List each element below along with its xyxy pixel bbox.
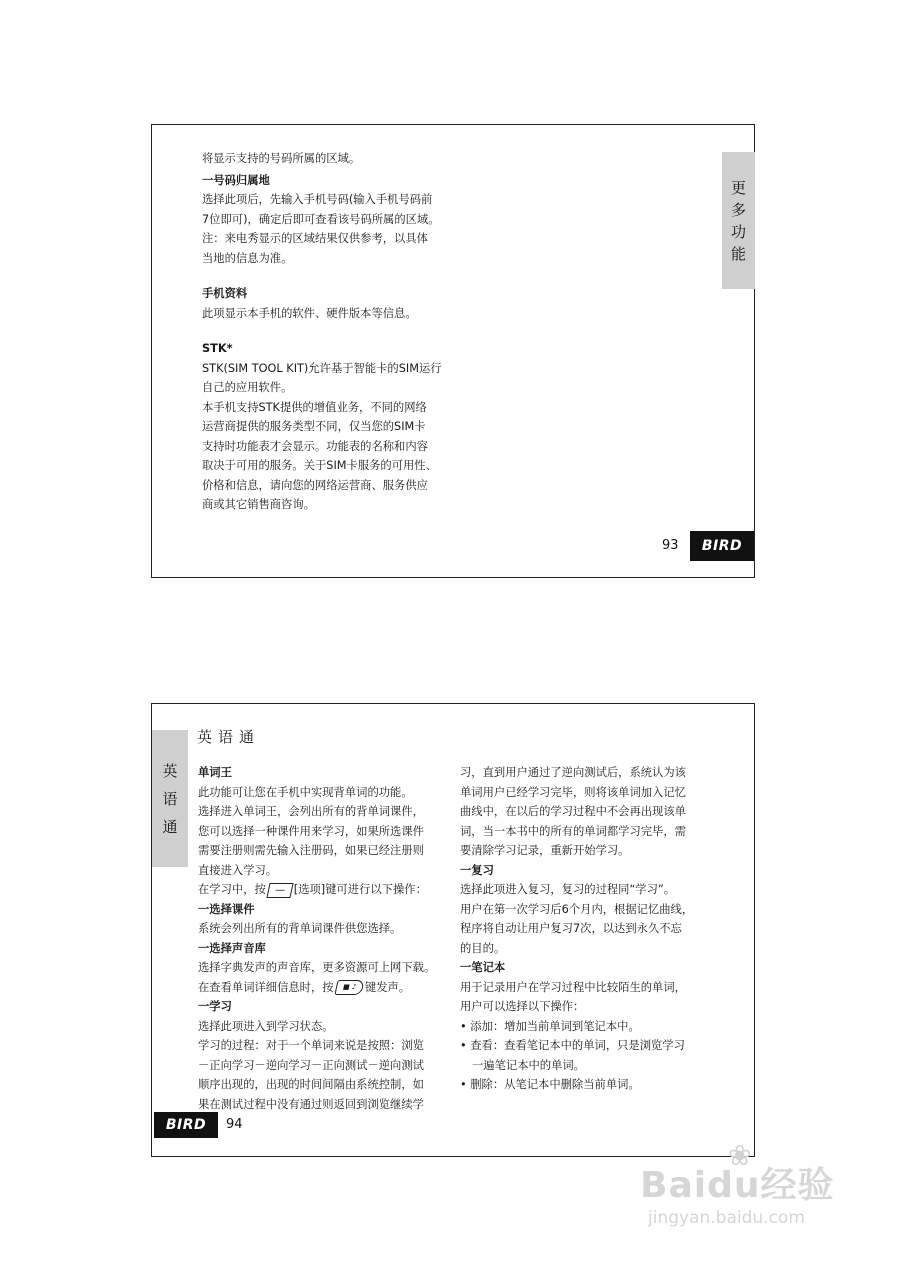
page94-left-column <box>198 763 435 1114</box>
page94-right-column <box>460 763 693 1095</box>
tab-char: 通 <box>162 817 178 836</box>
section-title: 英语通 <box>197 728 261 746</box>
text-line: 价格和信息，请向您的网络运营商、服务供应 <box>202 478 428 492</box>
subheading-study: 一学习 <box>198 1000 232 1013</box>
tab-char: 功 <box>730 222 746 241</box>
bullet-item-view: • 查看：查看笔记本中的单词，只是浏览学习 <box>460 1039 685 1052</box>
text-line: 注：来电秀显示的区域结果仅供参考，以具体 <box>202 232 428 245</box>
text-line: 要清除学习记录，重新开始学习。 <box>460 844 630 857</box>
text-line: 支持时功能表才会显示。功能表的名称和内容 <box>202 439 428 453</box>
page-number: 93 <box>662 538 679 553</box>
text-line: 此项显示本手机的软件、硬件版本等信息。 <box>202 306 417 320</box>
text-line: 此功能可让您在手机中实现背单词的功能。 <box>198 785 413 799</box>
text-span: 键发声。 <box>364 980 411 994</box>
text-line: 商或其它销售商咨询。 <box>202 498 315 511</box>
text-line: 一遍笔记本中的单词。 <box>472 1058 585 1072</box>
text-line: 选择此项后，先输入手机号码(输入手机号码前 <box>202 193 433 206</box>
text-line: 本手机支持STK提供的增值业务，不同的网络 <box>202 400 427 414</box>
paw-icon: ❀ <box>728 1139 752 1172</box>
text-line: 曲线中，在以后的学习过程中不会再出现该单 <box>460 805 686 818</box>
heading-stk: STK* <box>202 342 233 355</box>
text-line: 词，当一本书中的所有的单词都学习完毕，需 <box>460 824 686 838</box>
tab-char: 多 <box>730 200 746 219</box>
sound-key-icon: ■ ♪ <box>334 980 365 995</box>
bullet-item-add: • 添加：增加当前单词到笔记本中。 <box>460 1019 640 1033</box>
text-line: 程序将自动让用户复习7次，以达到永久不忘 <box>460 922 682 935</box>
text-line: 系统会列出所有的背单词课件供您选择。 <box>198 922 402 935</box>
section-tab-english <box>152 730 188 867</box>
text-line: 用户可以选择以下操作： <box>460 1000 585 1013</box>
subheading-notebook: 一笔记本 <box>460 961 506 974</box>
text-line: 果在测试过程中没有通过则返回到浏览继续学 <box>198 1097 424 1111</box>
text-span: 在查看单词详细信息时，按 <box>198 980 334 994</box>
tab-char: 英 <box>162 761 178 780</box>
text-line: 当地的信息为准。 <box>202 251 293 265</box>
bird-logo: BIRD <box>154 1112 218 1138</box>
page93-text <box>202 149 442 515</box>
text-line: 的目的。 <box>460 941 506 955</box>
text-line: 用于记录用户在学习过程中比较陌生的单词， <box>460 980 686 994</box>
text-line: 7位即可)，确定后即可查看该号码所属的区域。 <box>202 212 440 226</box>
bullet-item-delete: • 删除：从笔记本中删除当前单词。 <box>460 1078 640 1091</box>
subheading-review: 一复习 <box>460 863 494 877</box>
manual-page-93 <box>151 124 755 578</box>
tab-char: 能 <box>730 244 746 263</box>
text-line: 您可以选择一种课件用来学习，如果所选课件 <box>198 824 424 838</box>
baidu-watermark <box>640 1139 870 1229</box>
heading-phone-info: 手机资料 <box>202 287 248 300</box>
heading-word-king: 单词王 <box>198 766 232 779</box>
text-line: 将显示支持的号码所属的区域。 <box>202 152 361 165</box>
text-line: 直接进入学习。 <box>198 863 278 877</box>
text-line: 选择此项进入复习，复习的过程同“学习”。 <box>460 883 676 896</box>
section-tab-more-functions <box>722 152 755 289</box>
text-line: 学习的过程：对于一个单词来说是按照：浏览 <box>198 1039 424 1052</box>
options-key-icon: — <box>266 883 293 898</box>
page-number: 94 <box>226 1117 243 1132</box>
text-line: 单词用户已经学习完毕，则将该单词加入记忆 <box>460 785 686 799</box>
text-line: STK(SIM TOOL KIT)允许基于智能卡的SIM运行 <box>202 361 442 375</box>
text-line: 运营商提供的服务类型不同，仅当您的SIM卡 <box>202 420 426 433</box>
manual-page-94 <box>151 703 755 1157</box>
text-line: 习，直到用户通过了逆向测试后，系统认为该 <box>460 766 686 779</box>
text-line: 选择进入单词王，会列出所有的背单词课件， <box>198 805 424 818</box>
tab-char: 语 <box>162 789 178 808</box>
text-line: 选择此项进入到学习状态。 <box>198 1019 334 1033</box>
bird-logo: BIRD <box>690 531 754 561</box>
subheading-select-sound-library: 一选择声音库 <box>198 941 266 955</box>
text-line: 取决于可用的服务。关于SIM卡服务的可用性、 <box>202 459 437 472</box>
text-line: 选择字典发声的声音库，更多资源可上网下载。 <box>198 961 436 974</box>
subheading-number-location: 一号码归属地 <box>202 173 270 187</box>
text-span: [选项]键可进行以下操作： <box>293 883 427 896</box>
text-line: 需要注册则需先输入注册码，如果已经注册则 <box>198 844 424 857</box>
watermark-brand: Baidu经验 <box>640 1165 835 1206</box>
text-line: 顺序出现的，出现的时间间隔由系统控制，如 <box>198 1078 424 1091</box>
watermark-url: jingyan.baidu.com <box>648 1208 805 1228</box>
text-line <box>198 978 435 998</box>
text-span: 在学习中，按 <box>198 883 266 896</box>
text-line: 自己的应用软件。 <box>202 381 293 394</box>
text-line: 用户在第一次学习后6个月内，根据记忆曲线， <box>460 902 694 916</box>
text-line <box>198 880 435 900</box>
subheading-select-courseware: 一选择课件 <box>198 902 255 916</box>
tab-char: 更 <box>730 178 746 197</box>
text-line: －正向学习－逆向学习－正向测试－逆向测试 <box>198 1058 424 1072</box>
